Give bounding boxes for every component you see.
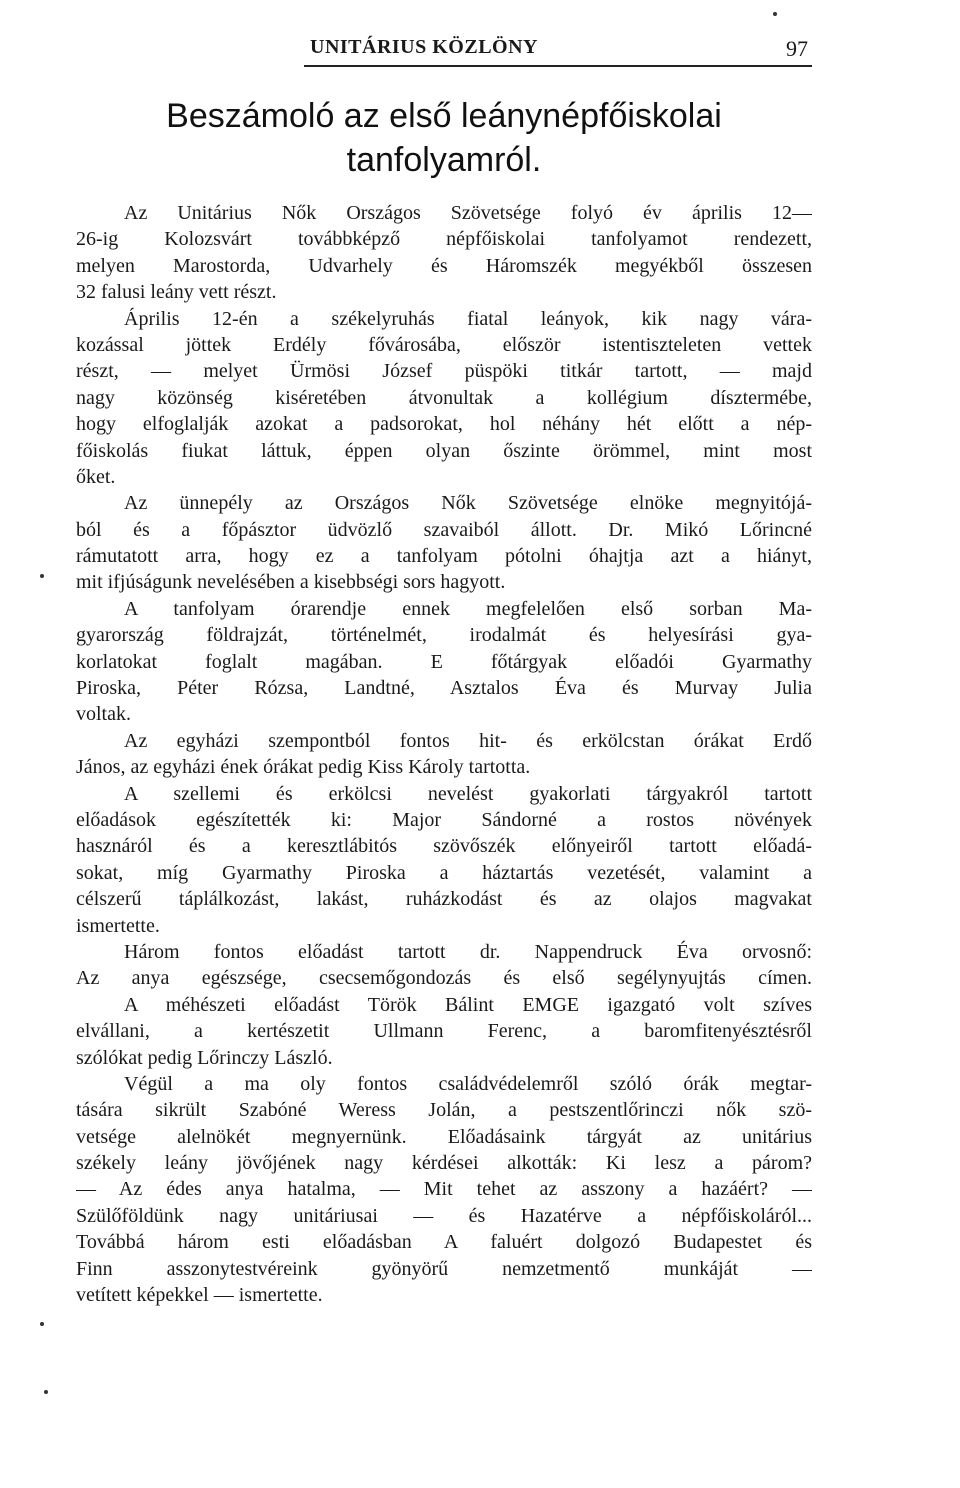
- text-line: elvállani, a kertészetit Ullmann Ferenc, a baromfitenyésztésről: [76, 1020, 812, 1043]
- journal-title: UNITÁRIUS KÖZLÖNY: [310, 36, 538, 58]
- text-line: — Az édes anya hatalma, — Mit tehet az asszony a hazáért? —: [76, 1178, 812, 1201]
- article-body: [76, 200, 812, 1308]
- text-line: vetsége alelnökét megnyernünk. Előadásaink tárgyát az unitárius: [76, 1125, 812, 1148]
- text-line: János, az egyházi ének órákat pedig Kiss Károly tartotta.: [76, 756, 531, 779]
- text-line: Szülőföldünk nagy unitáriusai — és Hazatérve a népfőiskoláról...: [76, 1204, 812, 1227]
- text-line: melyen Marostorda, Udvarhely és Háromszék megyékből összesen: [76, 254, 812, 277]
- text-line: szólókat pedig Lőrinczy László.: [76, 1046, 333, 1069]
- text-line: vetített képekkel — ismertette.: [76, 1284, 323, 1307]
- text-line: A tanfolyam órarendje ennek megfelelően első sorban Ma-: [124, 597, 812, 620]
- text-line: őket.: [76, 465, 116, 488]
- text-line: nagy közönség kiséretében átvonultak a kollégium dísztermébe,: [76, 386, 812, 409]
- text-line: ismertette.: [76, 914, 160, 937]
- article-title: [76, 94, 812, 182]
- text-line: sokat, míg Gyarmathy Piroska a háztartás vezetését, valamint a: [76, 861, 812, 884]
- text-line: tására sikrült Szabóné Weress Jolán, a pestszentlőrinczi nők szö-: [76, 1099, 812, 1122]
- text-line: A méhészeti előadást Török Bálint EMGE igazgató volt szíves: [124, 993, 812, 1016]
- article-title-line-1: Beszámoló az első leánynépfőiskolai: [166, 97, 722, 135]
- text-line: kozással jöttek Erdély fővárosába, először istentiszteleten vettek: [76, 333, 812, 356]
- text-line: 26-ig Kolozsvárt továbbképző népfőiskolai tanfolyamot rendezett,: [76, 228, 812, 251]
- text-line: célszerű táplálkozást, lakást, ruházkodást és az olajos magvakat: [76, 888, 812, 911]
- text-line: hogy elfoglalják azokat a padsorokat, hol néhány hét előtt a nép-: [76, 413, 812, 436]
- text-line: Április 12-én a székelyruhás fiatal leányok, kik nagy vára-: [124, 307, 812, 330]
- text-line: székely leány jövőjének nagy kérdései alkották: Ki lesz a párom?: [76, 1152, 812, 1175]
- text-line: Végül a ma oly fontos családvédelemről szóló órák megtar-: [124, 1072, 812, 1095]
- print-speck: [40, 1322, 44, 1326]
- text-line: Három fontos előadást tartott dr. Nappendruck Éva orvosnő:: [124, 940, 812, 963]
- running-header: [76, 32, 812, 66]
- header-rule: [304, 65, 812, 67]
- text-line: gyarország földrajzát, történelmét, irodalmát és helyesírási gya-: [76, 624, 812, 647]
- text-line: Piroska, Péter Rózsa, Landtné, Asztalos Éva és Murvay Julia: [76, 677, 812, 700]
- print-speck: [40, 574, 44, 578]
- text-line: részt, — melyet Ürmösi József püspöki titkár tartott, — majd: [76, 360, 812, 383]
- print-speck: [773, 12, 777, 16]
- text-line: voltak.: [76, 703, 131, 726]
- text-line: Az anya egészsége, csecsemőgondozás és első segélynyujtás címen.: [76, 967, 812, 990]
- text-line: Finn asszonytestvéreink gyönyörű nemzetmentő munkáját —: [76, 1257, 812, 1280]
- text-line: mit ifjúságunk nevelésében a kisebbségi sors hagyott.: [76, 571, 506, 594]
- text-line: korlatokat foglalt magában. E főtárgyak előadói Gyarmathy: [76, 650, 812, 673]
- print-speck: [44, 1390, 48, 1394]
- text-line: főiskolás fiukat láttuk, éppen olyan őszinte örömmel, mint most: [76, 439, 812, 462]
- article-title-line-2: tanfolyamról.: [346, 141, 542, 179]
- text-line: Az egyházi szempontból fontos hit- és erkölcstan órákat Erdő: [124, 729, 812, 752]
- page-number: 97: [786, 36, 808, 61]
- text-line: hasznáról és a keresztlábitós szövőszék előnyeiről tartott előadá-: [76, 835, 812, 858]
- text-line: előadások egészítették ki: Major Sándorné a rostos növények: [76, 808, 812, 831]
- text-line: Az ünnepély az Országos Nők Szövetsége elnöke megnyitójá-: [124, 492, 812, 515]
- text-line: 32 falusi leány vett részt.: [76, 281, 277, 304]
- text-line: Az Unitárius Nők Országos Szövetsége folyó év április 12—: [124, 202, 812, 224]
- text-line: Továbbá három esti előadásban A faluért dolgozó Budapestet és: [76, 1231, 812, 1254]
- text-line: A szellemi és erkölcsi nevelést gyakorlati tárgyakról tartott: [124, 782, 812, 805]
- text-line: rámutatott arra, hogy ez a tanfolyam pótolni óhajtja azt a hiányt,: [76, 545, 812, 568]
- text-line: ból és a főpásztor üdvözlő szavaiból állott. Dr. Mikó Lőrincné: [76, 518, 812, 541]
- page: [76, 0, 812, 1488]
